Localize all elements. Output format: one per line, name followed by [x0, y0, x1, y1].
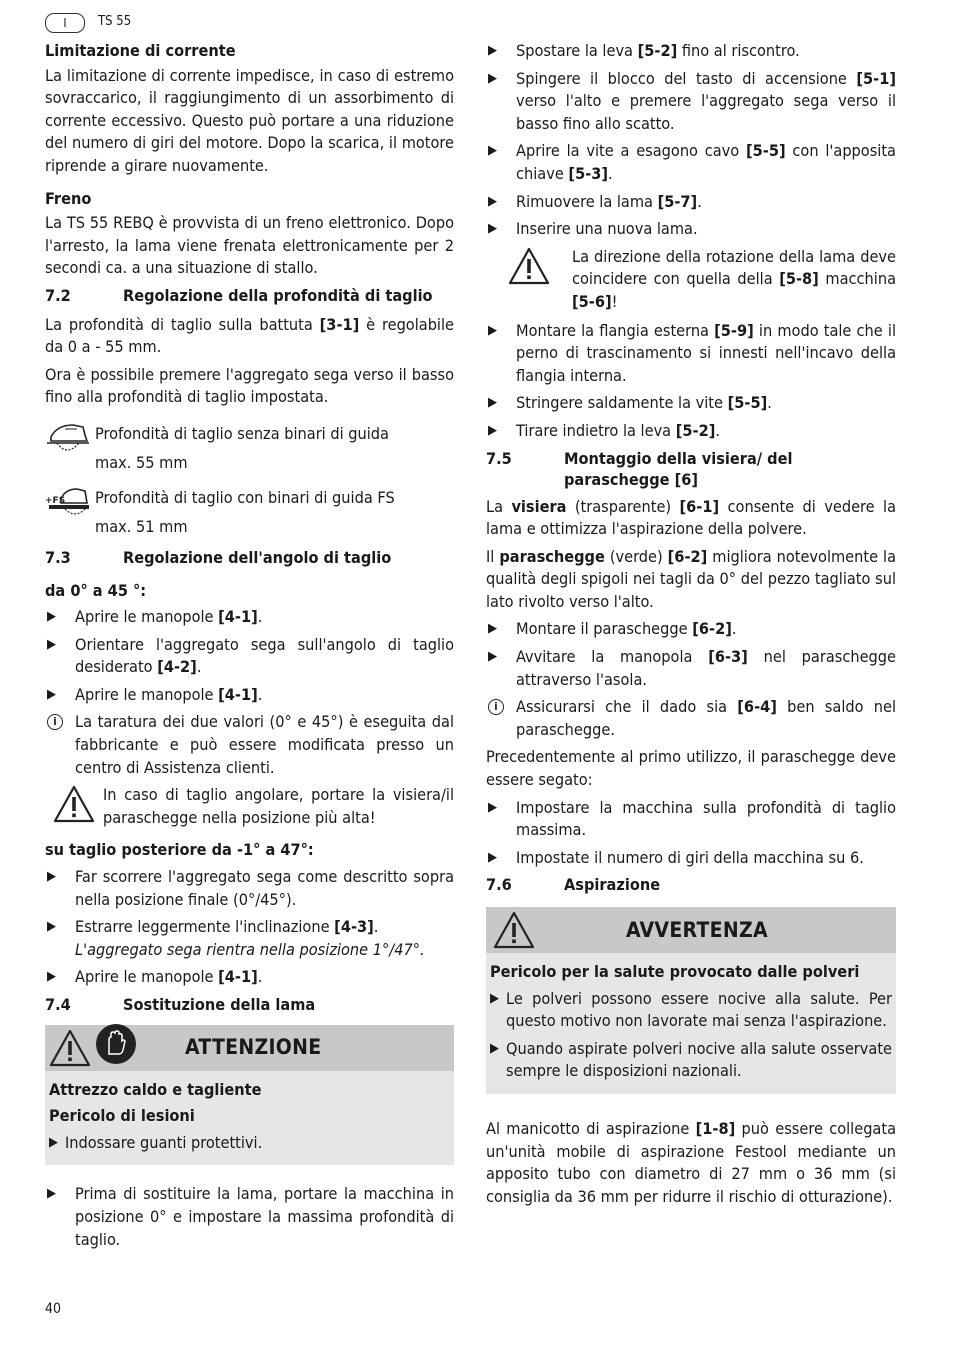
- arrow-icon: ▶: [47, 869, 56, 885]
- info-icon: i: [47, 714, 63, 730]
- bullet-extract-incline: ▶ Estrarre leggermente l'inclinazione [4-3]. L'aggregato sega rientra nella posizione 1°/47°.: [47, 917, 425, 959]
- arrow-icon: ▶: [47, 686, 56, 702]
- arrow-icon: ▶: [488, 422, 497, 438]
- subheading-0-45: da 0° a 45 °:: [45, 580, 147, 600]
- info-calibration: i La taratura dei due valori (0° e 45°) è eseguita dal fabbricante e può essere modificata presso un centro di Assistenza clienti.: [45, 711, 454, 779]
- subheading-back-cut: su taglio posteriore da -1° a 47°:: [45, 840, 314, 860]
- arrow-icon: ▶: [488, 70, 497, 86]
- info-nut: i Assicurarsi che il dado sia [6-4] ben saldo nel paraschegge.: [486, 696, 896, 741]
- bullet-speed: ▶ Impostate il numero di giri della macchina su 6.: [486, 847, 896, 870]
- warning-triangle-icon: [45, 1028, 95, 1068]
- bullet-orient-saw: ▶ Orientare l'aggregato sega sull'angolo di taglio desiderato [4-2].: [47, 634, 454, 677]
- arrow-icon: ▶: [488, 395, 497, 411]
- caution-bullet-gloves: ▶ Indossare guanti protettivi.: [49, 1132, 450, 1155]
- arrow-icon: ▶: [47, 969, 56, 985]
- paragraph-limitazione: La limitazione di corrente impedisce, in caso di estremo sovraccarico, il raggiungimento di un assorbimento di corrente eccessivo. Questo può portare a una riduzione del numero di giri del motore. Dopo la scarica, il motore riprende a girare nuovamente.: [45, 65, 454, 175]
- arrow-icon: ▶: [488, 193, 497, 209]
- arrow-icon: ▶: [490, 990, 499, 1006]
- warning-bullet-dust: ▶ Le polveri possono essere nocive alla salute. Per questo motivo non lavorate mai senza l'aspirazione.: [490, 988, 892, 1031]
- heading-7-6: 7.6 Aspirazione: [486, 875, 661, 895]
- heading-7-4: 7.4 Sostituzione della lama: [45, 995, 316, 1014]
- bullet-max-depth: ▶ Impostare la macchina sulla profondità di taglio massima.: [488, 797, 896, 840]
- paragraph-visiera: La visiera (trasparente) [6-1] consente di vedere la lama e ottimizza l'aspirazione della polvere.: [486, 496, 896, 539]
- bullet-open-screw: ▶ Aprire la vite a esagono cavo [5-5] con l'apposita chiave [5-3].: [488, 141, 896, 183]
- arrow-icon: ▶: [488, 221, 497, 237]
- gloves-icon: [95, 1023, 185, 1072]
- paragraph-7-2-a: La profondità di taglio sulla battuta [3-1] è regolabile da 0 a - 55 mm.: [45, 314, 454, 357]
- bullet-push-lock: ▶ Spingere il blocco del tasto di accensione [5-1] verso l'alto e premere l'aggregato sega verso il basso fino allo scatto.: [488, 68, 896, 133]
- depth-without-rail: Profondità di taglio senza binari di guida max. 55 mm: [45, 419, 454, 477]
- arrow-icon: ▶: [488, 143, 497, 159]
- saw-rail-icon: [45, 483, 95, 530]
- paragraph-freno: La TS 55 REBQ è provvista di un freno elettronico. Dopo l'arresto, la lama viene frenata elettronicamente per 2 secondi ca. a una situazione di stallo.: [45, 213, 454, 278]
- caution-risk: Pericolo di lesioni: [49, 1106, 195, 1126]
- model-label: TS 55: [98, 14, 132, 29]
- arrow-icon: ▶: [490, 1040, 499, 1056]
- arrow-icon: ▶: [488, 43, 497, 58]
- bullet-tighten-screw: ▶ Stringere saldamente la vite [5-5].: [486, 392, 896, 415]
- paragraph-extraction: Al manicotto di aspirazione [1-8] può essere collegata un'unità mobile di aspirazione Festool mediante un apposito tubo con diametro di 27 mm o 36 mm (si consiglia da 36 mm per ridurre il rischio di otturazione).: [486, 1118, 896, 1206]
- paragraph-paraschegge: Il paraschegge (verde) [6-2] migliora notevolmente la qualità degli spigoli nei tagli da 0° del pezzo tagliato sul lato rivolto verso l'alto.: [486, 546, 896, 611]
- warning-triangle-icon: [486, 910, 542, 950]
- heading-7-3: 7.3 Regolazione dell'angolo di taglio: [45, 547, 392, 567]
- bullet-mount-flange: ▶ Montare la flangia esterna [5-9] in modo tale che il perno di trascinamento si innesti nell'incavo della flangia interna.: [488, 320, 896, 385]
- arrow-icon: ▶: [47, 1186, 56, 1202]
- arrow-icon: ▶: [47, 609, 56, 625]
- caution-title: ATTENZIONE: [185, 1035, 322, 1060]
- bullet-insert-blade: ▶ Inserire una nuova lama.: [486, 218, 896, 241]
- arrow-icon: ▶: [488, 322, 497, 338]
- arrow-icon: ▶: [47, 919, 56, 935]
- arrow-icon: ▶: [488, 849, 497, 865]
- depth-with-rail: +FS Profondità di taglio con binari di guida FS max. 51 mm: [45, 483, 454, 541]
- bullet-slide-saw: ▶ Far scorrere l'aggregato sega come descritto sopra nella posizione finale (0°/45°).: [47, 867, 454, 909]
- page-number: 40: [45, 1301, 62, 1317]
- warning-angle-cut: In caso di taglio angolare, portare la visiera/il paraschegge nella posizione più alta!: [45, 784, 454, 829]
- bullet-prepare-blade: ▶ Prima di sostituire la lama, portare la macchina in posizione 0° e impostare la massima profondità di taglio.: [47, 1184, 454, 1249]
- bullet-pull-lever: ▶ Tirare indietro la leva [5-2].: [486, 420, 896, 443]
- bullet-open-knobs-3: ▶ Aprire le manopole [4-1].: [45, 966, 454, 989]
- section-title-limitazione: Limitazione di corrente: [45, 41, 236, 60]
- warning-rotation: La direzione della rotazione della lama deve coincidere con quella della [5-8] macchina [5-6]!: [486, 246, 896, 314]
- caution-box: [45, 1025, 454, 1166]
- section-title-freno: Freno: [45, 188, 92, 208]
- info-icon: i: [488, 699, 504, 715]
- svg-text:+FS: +FS: [45, 495, 66, 506]
- heading-7-5: 7.5 Montaggio della visiera/ del paraschegge [6]: [486, 448, 793, 489]
- language-badge: I: [45, 13, 85, 33]
- warning-triangle-icon: [45, 784, 103, 824]
- left-column: [45, 40, 454, 1256]
- bullet-mount-splinter-guard: ▶ Montare il paraschegge [6-2].: [486, 618, 896, 641]
- paragraph-7-2-b: Ora è possibile premere l'aggregato sega verso il basso fino alla profondità di taglio impostata.: [45, 364, 454, 407]
- heading-7-2: 7.2 Regolazione della profondità di taglio: [45, 285, 433, 305]
- arrow-icon: ▶: [47, 636, 56, 652]
- bullet-open-knobs-2: ▶ Aprire le manopole [4-1].: [45, 684, 454, 707]
- arrow-icon: ▶: [488, 621, 497, 637]
- warning-triangle-icon: [486, 246, 572, 286]
- paragraph-first-use: Precedentemente al primo utilizzo, il paraschegge deve essere segato:: [486, 747, 896, 790]
- warning-bullet-regulations: ▶ Quando aspirate polveri nocive alla salute osservate sempre le disposizioni nazionali.: [490, 1038, 892, 1081]
- bullet-open-knobs-1: ▶ Aprire le manopole [4-1].: [45, 606, 454, 629]
- warning-box: [486, 907, 896, 1094]
- warning-title: AVVERTENZA: [626, 917, 768, 942]
- bullet-remove-blade: ▶ Rimuovere la lama [5-7].: [486, 191, 896, 214]
- warning-hazard: Pericolo per la salute provocato dalle polveri: [490, 962, 860, 981]
- arrow-icon: ▶: [49, 1134, 58, 1150]
- bullet-screw-knob: ▶ Avvitare la manopola [6-3] nel paraschegge attraverso l'asola.: [488, 647, 896, 689]
- arrow-icon: ▶: [488, 799, 497, 815]
- arrow-icon: ▶: [488, 649, 497, 665]
- saw-icon: [45, 419, 95, 466]
- right-column: [486, 40, 896, 1213]
- bullet-move-lever: ▶ Spostare la leva [5-2] fino al riscontro.: [486, 40, 896, 63]
- caution-hazard: Attrezzo caldo e tagliente: [49, 1079, 262, 1099]
